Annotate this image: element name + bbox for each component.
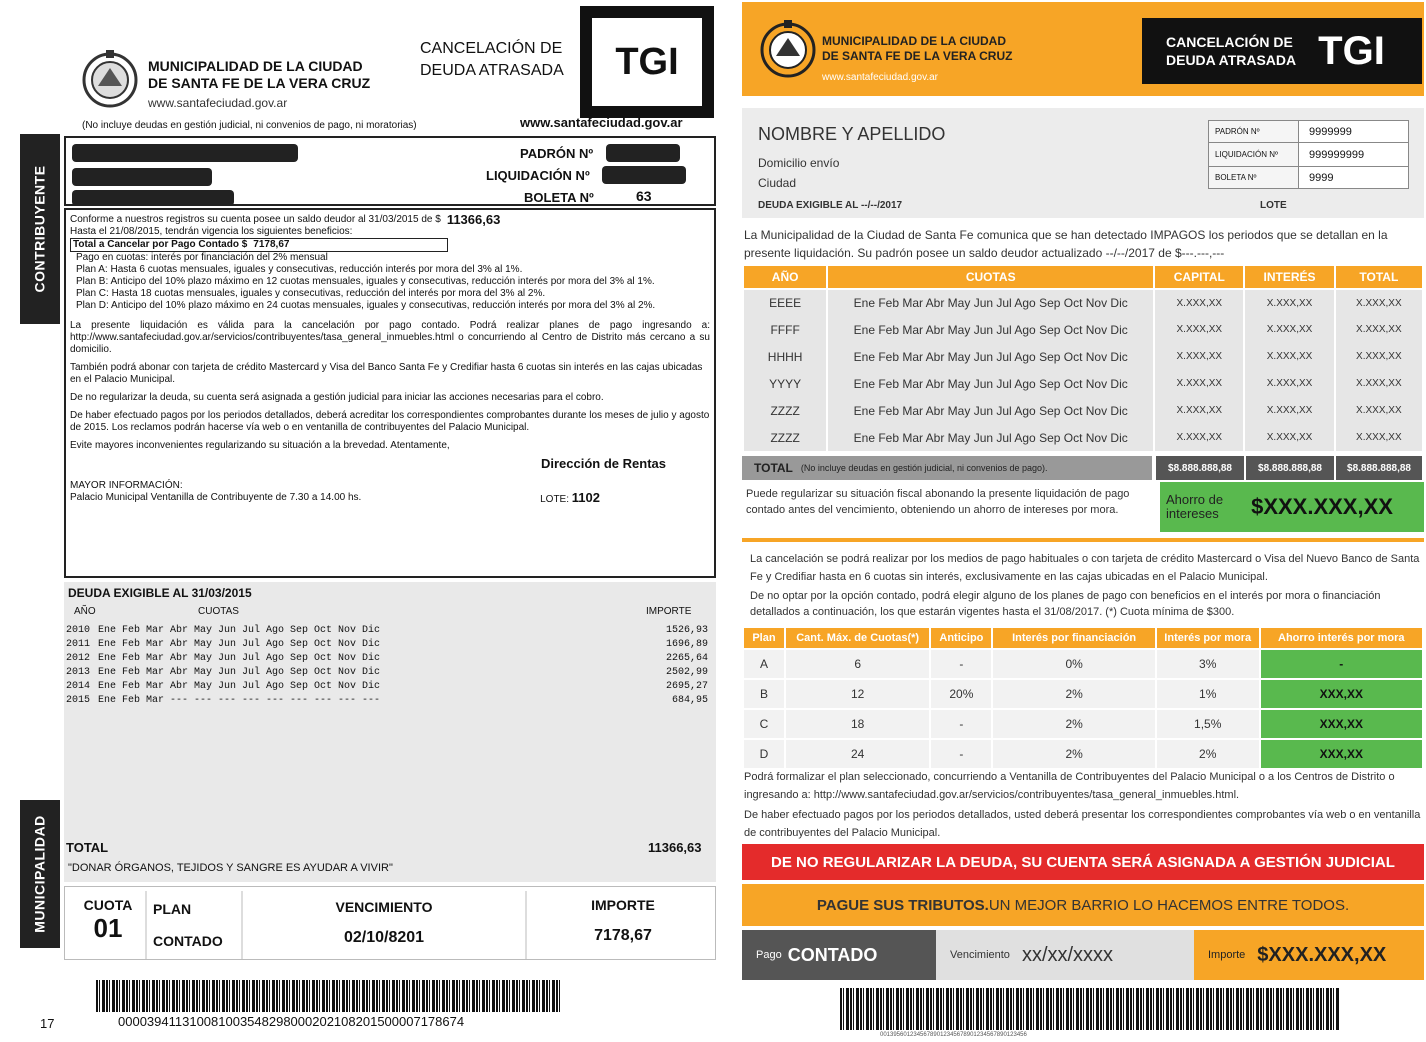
plan-col-header: Cant. Máx. de Cuotas(*) [785,627,931,649]
municipalidad-tab: MUNICIPALIDAD [20,800,60,948]
tgi-badge: TGI [592,18,702,106]
debt-cell-t: X.XXX,XX [1335,343,1423,370]
row-months: Ene Feb Mar Abr May Jun Jul Ago Sep Oct Nov Dic [98,625,381,636]
debt-cell-m: Ene Feb Mar Abr May Jun Jul Ago Sep Oct Nov Dic [827,316,1154,343]
boleta-value: 63 [636,188,652,204]
debt-cell-m: Ene Feb Mar Abr May Jun Jul Ago Sep Oct Nov Dic [827,424,1154,451]
row-year: 2013 [66,667,91,678]
plan-cell-m: 2% [1156,739,1260,769]
debt-cell-m: Ene Feb Mar Abr May Jun Jul Ago Sep Oct Nov Dic [827,289,1154,316]
row-amount: 2502,99 [665,667,708,678]
plan-row [743,739,1423,769]
plan-cell-f: 0% [992,649,1156,679]
debt-cell-c: X.XXX,XX [1154,397,1244,424]
pago-label: Pago [756,949,782,961]
debt-total-row [742,456,1424,480]
debt-row [64,666,714,680]
cancel-title-line2: DEUDA ATRASADA [420,62,564,79]
row-months: Ene Feb Mar Abr May Jun Jul Ago Sep Oct Nov Dic [98,653,381,664]
donar-slogan: "DONAR ÓRGANOS, TEJIDOS Y SANGRE ES AYUDAR A VIVIR" [68,862,393,874]
plan-cell-a: - [930,709,992,739]
plan-cell-p: B [743,679,785,709]
liquidacion-value: 999999999 [1299,143,1409,167]
lote-value: 1102 [571,490,600,505]
judicial-warning-banner: DE NO REGULARIZAR LA DEUDA, SU CUENTA SERÁ ASIGNADA A GESTIÓN JUDICIAL [742,844,1424,880]
plan-cell-a: - [930,649,992,679]
boleta-value: 9999 [1299,167,1409,189]
row-months: Ene Feb Mar Abr May Jun Jul Ago Sep Oct Nov Dic [98,681,381,692]
debt-cell-t: X.XXX,XX [1335,316,1423,343]
debt-row [64,694,714,708]
contributor-box [64,136,716,206]
row-months: Ene Feb Mar --- --- --- --- --- --- --- --- --- [98,695,381,706]
address-field: Domicilio envío [758,156,840,170]
contributor-panel [742,108,1424,218]
boleta-label: BOLETA Nº [1209,167,1299,189]
plan-cell-c: 12 [785,679,931,709]
plan-value: CONTADO [153,933,223,949]
vencimiento-label: VENCIMIENTO [335,899,433,915]
debt-row [64,652,714,666]
vencimiento-value: xx/xx/xxxx [1021,943,1114,966]
debt-cell-m: Ene Feb Mar Abr May Jun Jul Ago Sep Oct Nov Dic [827,370,1154,397]
plan-col-header: Ahorro interés por mora [1260,627,1423,649]
barcode-number: 000039411310081003548298000202108201500007178674 [118,1014,465,1029]
barcode [96,980,562,1012]
plan-cell-m: 1,5% [1156,709,1260,739]
regularize-text: Puede regularizar su situación fiscal abonando la presente liquidación de pago contado antes del vencimiento, obteniendo un ahorro de intereses por mora. [746,488,1130,516]
orange-divider [742,538,1424,542]
debt-cell-i: X.XXX,XX [1244,289,1334,316]
barcode-number: 00139560123456789012345678901234567890123456 [880,1032,1027,1038]
debt-cell-c: X.XXX,XX [1154,370,1244,397]
savings-value: $XXX.XXX,XX [1251,494,1393,519]
deuda-exigible: DEUDA EXIGIBLE AL --/--/2017 [758,200,903,211]
slogan-banner [742,884,1424,926]
plan-row [743,709,1423,739]
padron-label: PADRÓN Nº [520,146,594,161]
muni-website: www.santafeciudad.gov.ar [148,96,288,110]
debt-cell-c: X.XXX,XX [1154,424,1244,451]
debt-cell-t: X.XXX,XX [1335,370,1423,397]
tgi-title-block [1142,18,1422,84]
debt-row [743,370,1423,397]
paragraph-payments: De haber efectuado pagos por los periodos detallados, deberá acreditar los correspondientes comprobantes durante los meses de julio y agosto de 2015. Los reclamos podrán hacerse vía web o en ventanilla de contribuyentes del Palacio Municipal. [70,410,710,433]
plan-cell-f: 2% [992,739,1156,769]
lote-label: LOTE: [540,494,570,505]
muni-name-line1: MUNICIPALIDAD DE LA CIUDAD [148,58,363,74]
orange-header [742,2,1424,96]
plan-cell-a: - [930,739,992,769]
plan-row [743,649,1423,679]
paragraph-validity: La presente liquidación es válida para la cancelación por pago contado. Podrá realizar planes de pago ingresando a: http://www.santafeciudad.gov.ar/servicios/contribuyentes/tasa_general_inmuebles.html o concurriendo al Centro de Distrito más cercano a su domicilio. [70,320,710,355]
debt-listing [64,582,716,882]
palacio-hours: Palacio Municipal Ventanilla de Contribuyente de 7.30 a 14.00 hs. [70,492,362,503]
contado-label: CONTADO [787,944,878,965]
plan-col-header: Plan [743,627,785,649]
total-contado-value: 7178,67 [253,239,290,250]
padron-label: PADRÓN Nº [1209,121,1299,143]
debt-table [742,264,1424,451]
deuda-title: DEUDA EXIGIBLE AL 31/03/2015 [68,586,252,600]
debt-cell-y: EEEE [743,289,827,316]
plan-cell-m: 1% [1156,679,1260,709]
plan-cell-p: A [743,649,785,679]
debt-row [743,424,1423,451]
plan-cell-p: C [743,709,785,739]
row-months: Ene Feb Mar Abr May Jun Jul Ago Sep Oct Nov Dic [98,667,381,678]
row-year: 2015 [66,695,91,706]
debt-cell-i: X.XXX,XX [1244,424,1334,451]
contribuyente-tab: CONTRIBUYENTE [20,134,60,324]
total-label: TOTAL [754,461,793,475]
importe-box [1194,930,1424,980]
cancel-title-line1: CANCELACIÓN DE [1166,34,1293,50]
debt-cell-i: X.XXX,XX [1244,370,1334,397]
row-amount: 2265,64 [665,653,708,664]
total-interes: $8.888.888,88 [1246,456,1334,480]
redacted-city [72,190,234,206]
plan-b: Plan B: Anticipo del 10% plazo máximo en 12 cuotas mensuales, iguales y consecutivas, reducción interés por mora del 3% al 1%. [76,276,655,287]
debt-cell-i: X.XXX,XX [1244,397,1334,424]
barcode [840,988,1340,1030]
paragraph-avoid: Evite mayores inconvenientes regularizando su situación a la brevedad. Atentamente, [70,440,450,451]
plan-cell-c: 18 [785,709,931,739]
debt-cell-c: X.XXX,XX [1154,316,1244,343]
importe-value: 7178,67 [594,927,652,944]
plan-col-header: Anticipo [930,627,992,649]
plan-cell-c: 24 [785,739,931,769]
plan-row [743,679,1423,709]
muni-name-line1: MUNICIPALIDAD DE LA CIUDAD [822,34,1006,48]
debt-cell-y: ZZZZ [743,424,827,451]
cuotas-interest: Pago en cuotas: interés por financiación del 2% mensual [76,252,328,263]
debt-col-header: TOTAL [1335,265,1423,289]
plan-col-header: Interés por mora [1156,627,1260,649]
debt-cell-t: X.XXX,XX [1335,397,1423,424]
city-field: Ciudad [758,176,797,190]
paragraph-cards: También podrá abonar con tarjeta de crédito Mastercard y Visa del Banco Santa Fe y Credifiar hasta 6 cuotas sin interés en las cajas ubicadas en el Palacio Municipal. [70,362,703,385]
total-value: 11366,63 [648,840,702,855]
row-amount: 2695,27 [665,681,708,692]
debt-cell-i: X.XXX,XX [1244,316,1334,343]
row-amount: 1696,89 [665,639,708,650]
debt-cell-t: X.XXX,XX [1335,289,1423,316]
plan-cell-f: 2% [992,679,1156,709]
plan-cell-f: 2% [992,709,1156,739]
importe-label: Importe [1208,949,1246,961]
row-year: 2012 [66,653,91,664]
name-field: NOMBRE Y APELLIDO [758,124,946,144]
savings-label-2: intereses [1166,506,1219,521]
col-cuotas: CUOTAS [198,606,239,617]
savings-label-1: Ahorro de [1166,492,1224,507]
slogan-bold: PAGUE SUS TRIBUTOS. [816,896,989,914]
row-amount: 684,95 [671,695,708,706]
judicial-note: (No incluye deudas en gestión judicial, ni convenios de pago, ni moratorias) [82,120,417,131]
vencimiento-box [936,930,1194,980]
muni-website: www.santafeciudad.gov.ar [822,72,938,83]
debt-col-header: CUOTAS [827,265,1154,289]
plan-cell-s: - [1260,649,1423,679]
row-amount: 1526,93 [665,625,708,636]
saldo-text: Conforme a nuestros registros su cuenta posee un saldo deudor al 31/03/2015 de $ [70,214,441,225]
page-number: 17 [40,1016,55,1031]
impagos-intro: La Municipalidad de la Ciudad de Santa Fe comunica que se han detectado IMPAGOS los periodos que se detallan en la presente liquidación. Su padrón posee un saldo deudor actualizado --/--/2017 de $---.---,--- [744,228,1388,260]
muni-name-line2: DE SANTA FE DE LA VERA CRUZ [822,49,1013,63]
total-total: $8.888.888,88 [1336,456,1422,480]
vencimiento-label: Vencimiento [950,949,1010,961]
plan-d: Plan D: Anticipo del 10% plazo máximo en 24 cuotas mensuales, iguales y consecutivas, reducción interés por mora del 3% al 2%. [76,300,656,311]
ids-table [1208,120,1409,189]
debt-cell-y: YYYY [743,370,827,397]
payment-footer [742,930,1424,980]
cancel-paragraph: La cancelación se podrá realizar por los medios de pago habituales o con tarjeta de crédito Mastercard o Visa del Nuevo Banco de Santa Fe y Credifiar hasta en 6 cuotas sin interés, exclusivamente en las cajas ubicadas en el Palacio Municipal. [750,553,1420,583]
plan-label: PLAN [153,901,192,917]
debt-col-header: INTERÉS [1244,265,1334,289]
debt-cell-y: HHHH [743,343,827,370]
debt-cell-m: Ene Feb Mar Abr May Jun Jul Ago Sep Oct Nov Dic [827,397,1154,424]
total-capital: $8.888.888,88 [1156,456,1244,480]
tgi-badge: TGI [1318,28,1385,73]
debt-cell-y: FFFF [743,316,827,343]
plan-cell-s: XXX,XX [1260,679,1423,709]
municipal-seal-logo [78,46,142,110]
debt-row [743,397,1423,424]
debt-cell-t: X.XXX,XX [1335,424,1423,451]
debt-col-header: CAPITAL [1154,265,1244,289]
debt-row [743,316,1423,343]
debt-row [743,343,1423,370]
website-bold: www.santafeciudad.gov.ar [520,115,683,130]
row-year: 2014 [66,681,91,692]
lote-label: LOTE [1260,200,1287,211]
plan-cell-a: 20% [930,679,992,709]
redacted-name [72,144,298,162]
liquidacion-label: LIQUIDACIÓN Nº [1209,143,1299,167]
col-importe: IMPORTE [646,606,692,617]
cuota-label: CUOTA [83,897,133,913]
direccion-rentas: Dirección de Rentas [541,456,666,471]
plans-paragraph: De no optar por la opción contado, podrá elegir alguno de los planes de pago con beneficios en el interés por mora o financiación detallados a continuación, los que estarán vigentes hasta el 31/08/2017. (*) Cuota mínima de $300. [750,590,1381,618]
col-anio: AÑO [74,606,96,617]
debt-cell-c: X.XXX,XX [1154,289,1244,316]
importe-label: IMPORTE [591,897,655,913]
plan-cell-c: 6 [785,649,931,679]
paragraph-judicial: De no regularizar la deuda, su cuenta será asignada a gestión judicial para iniciar las acciones necesarias para el cobro. [70,392,604,403]
body-box [64,208,716,578]
plan-a: Plan A: Hasta 6 cuotas mensuales, iguales y consecutivas, reducción interés por mora del 3% al 1%. [76,264,523,275]
redacted-liquidacion [602,166,686,184]
municipal-seal-logo [756,16,820,80]
redacted-padron [606,144,680,162]
plans-table [742,626,1424,770]
plan-cell-m: 3% [1156,649,1260,679]
debt-row [64,680,714,694]
right-bill [740,0,1426,1042]
pago-contado-box [742,930,936,980]
plan-c: Plan C: Hasta 18 cuotas mensuales, iguales y consecutivas, reducción del interés por mora del 3% al 2%. [76,288,546,299]
vencimiento-value: 02/10/8201 [343,929,425,946]
importe-value: $XXX.XXX,XX [1257,943,1387,966]
boleta-label: BOLETA Nº [524,190,594,205]
debt-cell-i: X.XXX,XX [1244,343,1334,370]
debt-row [743,289,1423,316]
payments-paragraph: De haber efectuado pagos por los periodos detallados, usted deberá presentar los correspondientes comprobantes vía web o en ventanilla de contribuyentes del Palacio Municipal. [744,809,1421,839]
cancel-title-line1: CANCELACIÓN DE [420,40,563,57]
plan-col-header: Interés por financiación [992,627,1156,649]
debt-cell-y: ZZZZ [743,397,827,424]
padron-value: 9999999 [1299,121,1409,143]
saldo-value: 11366,63 [446,212,501,227]
total-label: TOTAL [66,840,109,855]
cuota-value: 01 [93,913,123,943]
savings-box [1160,482,1424,532]
payment-stub [64,886,716,960]
total-note: (No incluye deudas en gestión judicial, ni convenios de pago). [800,463,1048,473]
vigencia-text: Hasta el 21/08/2015, tendrán vigencia los siguientes beneficios: [70,226,353,237]
debt-cell-c: X.XXX,XX [1154,343,1244,370]
debt-col-header: AÑO [743,265,827,289]
plan-cell-p: D [743,739,785,769]
liquidacion-label: LIQUIDACIÓN Nº [486,168,590,183]
mayor-info-label: MAYOR INFORMACIÓN: [70,480,183,491]
muni-name-line2: DE SANTA FE DE LA VERA CRUZ [148,75,371,91]
total-contado-label: Total a Cancelar por Pago Contado $ [73,239,248,250]
plan-cell-s: XXX,XX [1260,709,1423,739]
formalize-paragraph: Podrá formalizar el plan seleccionado, concurriendo a Ventanilla de Contribuyentes del Palacio Municipal o a los Centros de Distrito o ingresando a: http://www.santafeciudad.gov.ar/servicios/contribuyentes/tasa_general_inmuebles.html. [744,771,1395,801]
debt-row [64,638,714,652]
cancel-title-line2: DEUDA ATRASADA [1166,52,1297,68]
row-year: 2011 [66,639,91,650]
redacted-address [72,168,212,186]
debt-row [64,624,714,638]
slogan-rest: UN MEJOR BARRIO LO HACEMOS ENTRE TODOS. [988,896,1350,914]
debt-cell-m: Ene Feb Mar Abr May Jun Jul Ago Sep Oct Nov Dic [827,343,1154,370]
plan-cell-s: XXX,XX [1260,739,1423,769]
row-months: Ene Feb Mar Abr May Jun Jul Ago Sep Oct Nov Dic [98,639,381,650]
row-year: 2010 [66,625,91,636]
